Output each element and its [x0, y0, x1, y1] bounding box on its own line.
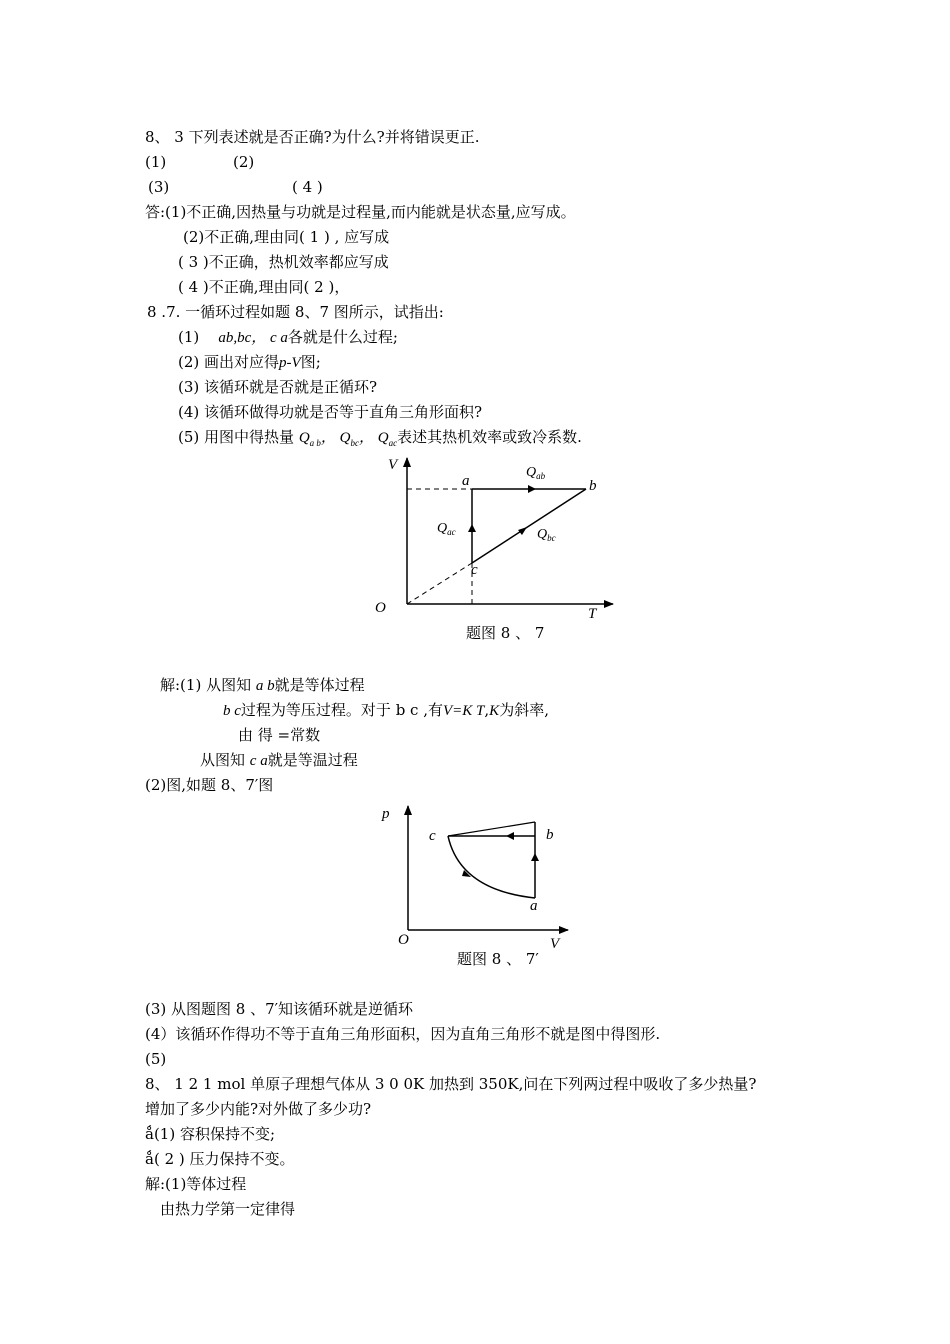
- dashed-guide-c: [407, 563, 472, 604]
- axis-label-t: T: [588, 606, 597, 622]
- figure-pv-diagram: [360, 798, 600, 958]
- arrow-ab: [528, 485, 536, 493]
- solution-line-4: 从图知 c a就是等温过程: [200, 751, 358, 769]
- question-1: (1) ab,bc， c a各就是什么过程;: [178, 328, 398, 346]
- axis-label-p: p: [382, 806, 390, 822]
- solution-line-6: (3) 从图题图 8 、7′知该循环就是逆循环: [145, 1000, 414, 1018]
- point-c-label: c: [471, 562, 478, 578]
- problem-8-12-line-2: 增加了多少内能?对外做了多少功?: [145, 1100, 372, 1118]
- problem-8-12-line-6: 由热力学第一定律得: [160, 1200, 296, 1218]
- item-2-label: (2): [233, 153, 255, 171]
- question-2: (2) 画出对应得p-V图;: [178, 353, 321, 371]
- point-b-label-2: b: [546, 827, 554, 843]
- problem-8-12-line-5: 解:(1)等体过程: [145, 1175, 247, 1193]
- point-a-label-2: a: [530, 898, 538, 914]
- arrow-bc: [518, 527, 527, 535]
- answer-line-4: ( 4 )不正确,理由同( 2 )，: [178, 278, 350, 296]
- problem-8-12-line-1: 8、 1 2 1 mol 单原子理想气体从 3 0 0K 加热到 350K,问在下列两过程中吸收了多少热量?: [145, 1075, 757, 1093]
- line-c-to-top-b: [448, 822, 535, 836]
- process-bc: [472, 489, 586, 563]
- question-5: (5) 用图中得热量 $Q_{a b}$， $Q_{bc}$， $Q_{ac}$表述其热机效率或致冷系数.: [178, 428, 582, 448]
- solution-line-7: (4）该循环作得功不等于直角三角形面积，因为直角三角形不就是图中得图形.: [145, 1025, 661, 1043]
- figure-2-caption: 题图 8 、 7′: [457, 950, 539, 968]
- origin-label: O: [375, 600, 386, 616]
- q-bc-label: $Q_{bc}$: [537, 527, 556, 543]
- solution-line-8: (5): [145, 1050, 167, 1068]
- axis-label-v2: V: [550, 936, 560, 952]
- point-b-label: b: [589, 478, 597, 494]
- point-c-label-2: c: [429, 828, 436, 844]
- arrow-ab-2: [531, 853, 539, 861]
- problem-8-3-title: 8、 3 下列表述就是否正确?为什么?并将错误更正.: [145, 128, 480, 146]
- question-3: (3) 该循环就是否就是正循环?: [178, 378, 378, 396]
- answer-line-3: ( 3 )不正确，热机效率都应写成: [178, 253, 389, 271]
- arrow-ca: [468, 524, 476, 532]
- solution-line-5: (2)图,如题 8、7′图: [145, 776, 274, 794]
- item-3-label: (3): [148, 178, 170, 196]
- solution-line-2: b c过程为等压过程。对于 b c ,有V=K T,K为斜率,: [223, 701, 549, 719]
- q-ab-label: $Q_{ab}$: [526, 465, 546, 481]
- figure-1-caption: 题图 8 、 7: [466, 624, 545, 642]
- problem-8-12-line-3: ǻ(1) 容积保持不变;: [145, 1125, 276, 1143]
- figure-vt-diagram: [360, 450, 630, 650]
- item-1-label: (1): [145, 153, 167, 171]
- axis-label-v: V: [388, 457, 398, 473]
- answer-line-2: (2)不正确,理由同( 1 ) , 应写成: [183, 228, 390, 246]
- problem-8-12-line-4: ǻ( 2 ) 压力保持不变。: [145, 1150, 295, 1168]
- arrow-bc-2: [506, 832, 514, 840]
- point-a-label: a: [462, 473, 470, 489]
- solution-line-1: 解:(1) 从图知 a b就是等体过程: [160, 676, 365, 694]
- question-4: (4) 该循环做得功就是否等于直角三角形面积?: [178, 403, 483, 421]
- q-ac-label: $Q_{ac}$: [437, 521, 456, 537]
- solution-line-3: 由 得 =常数: [238, 726, 321, 744]
- answer-line-1: 答:(1)不正确,因热量与功就是过程量,而内能就是状态量,应写成。: [145, 203, 576, 221]
- problem-8-7-title: 8 .7. 一循环过程如题 8、7 图所示，试指出:: [147, 303, 444, 321]
- process-ca-2: [448, 836, 535, 898]
- origin-label-2: O: [398, 932, 409, 948]
- item-4-label: ( 4 ): [292, 178, 323, 196]
